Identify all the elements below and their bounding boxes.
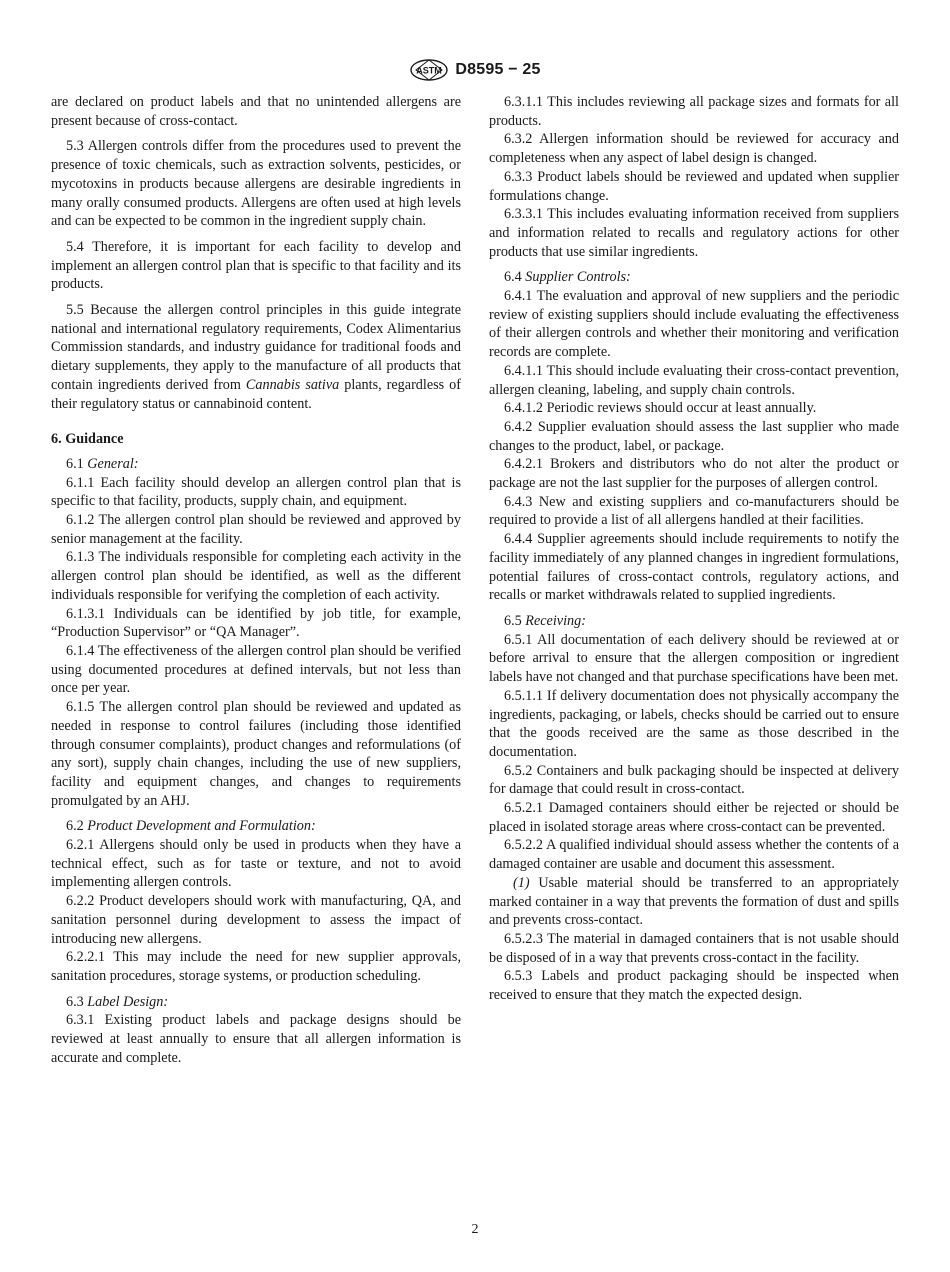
- paragraph-6-4-3: 6.4.3 New and existing suppliers and co-manufacturers should be required to provide a list of all allergens handled at their facilities.: [489, 493, 899, 529]
- paragraph-6-5-2-2: 6.5.2.2 A qualified individual should assess whether the contents of a damaged container are usable and document this assessment.: [489, 837, 899, 873]
- paragraph-5-5: [51, 301, 461, 413]
- subsection-number: 6.1: [66, 455, 88, 472]
- paragraph-6-2-1: 6.2.1 Allergens should only be used in products when they have a technical effect, such as for taste or texture, and not to avoid implementing allergen controls.: [51, 837, 461, 891]
- paragraph-6-3-2: 6.3.2 Allergen information should be reviewed for accuracy and completeness when any aspect of label design is changed.: [489, 131, 899, 167]
- subsection-title: Supplier Controls:: [525, 269, 631, 286]
- paragraph-6-4-2-1: 6.4.2.1 Brokers and distributors who do not alter the product or package are not the last supplier for the purposes of allergen control.: [489, 456, 899, 492]
- paragraph-6-3-1-1: 6.3.1.1 This includes reviewing all package sizes and formats for all products.: [489, 94, 899, 129]
- logo-text: ASTM: [416, 65, 443, 76]
- subsection-6-4: [489, 268, 899, 287]
- paragraph-6-5-2-1: 6.5.2.1 Damaged containers should either be rejected or should be placed in isolated storage areas where cross-contact can be prevented.: [489, 800, 899, 835]
- subsection-6-2: [51, 817, 461, 836]
- subsection-title: General:: [87, 455, 139, 472]
- subsection-title: Product Development and Formulation:: [87, 818, 316, 835]
- subsection-number: 6.3: [66, 993, 88, 1010]
- paragraph-6-4-2: 6.4.2 Supplier evaluation should assess the last supplier who made changes to the product, label, or package.: [489, 418, 899, 454]
- standard-designation: D8595 − 25: [455, 61, 541, 78]
- subsection-number: 6.5: [504, 612, 526, 629]
- paragraph-6-5-1: 6.5.1 All documentation of each delivery should be reviewed at or before arrival to ensure that the allergen composition or ingredient labels have not changed and that purchase specifications have been met.: [489, 631, 899, 686]
- subsection-title: Label Design:: [87, 993, 169, 1010]
- paragraph-6-5-2: 6.5.2 Containers and bulk packaging should be inspected at delivery for damage that could result in cross-contact.: [489, 762, 899, 798]
- paragraph-5-5-text-a: 5.5 Because the allergen control principles in this guide integrate national and international regulatory requirements, Codex Alimentarius Commission standards, and industry guidance for traditional foods and dietary supplements, they apply to the manufacture of all products that contain ingredients derived from: [51, 302, 461, 393]
- astm-logo-icon: [409, 58, 449, 82]
- section-heading-guidance: 6. Guidance: [51, 431, 124, 448]
- subsection-6-5: [489, 612, 899, 631]
- paragraph-6-1-5: 6.1.5 The allergen control plan should be reviewed and updated as needed in response to control failures (including those identified through consumer complaints), product changes and reformulations (of any sort), supply chain changes, including the use of new suppliers, facility and equipment changes, and changes to requirements promulgated by an AHJ.: [51, 699, 461, 809]
- paragraph-6-3-3: 6.3.3 Product labels should be reviewed and updated when supplier formulations change.: [489, 168, 899, 204]
- page-header: [0, 58, 950, 82]
- page-number: 2: [471, 1222, 479, 1237]
- species-name: Cannabis sativa: [245, 376, 340, 393]
- paragraph-6-1-3: 6.1.3 The individuals responsible for completing each activity in the allergen control plan should be identified, as well as the different individuals responsible for verifying the completion of each activity.: [51, 549, 461, 603]
- paragraph-6-3-1: 6.3.1 Existing product labels and package designs should be reviewed at least annually to ensure that all allergen information is accurate and complete.: [51, 1012, 461, 1066]
- right-column: [489, 93, 899, 1005]
- paragraph-6-1-1: 6.1.1 Each facility should develop an allergen control plan that is specific to that facility, products, supply chain, and equipment.: [51, 474, 461, 510]
- paragraph-6-1-3-1: 6.1.3.1 Individuals can be identified by job title, for example, “Production Supervisor” or “QA Manager”.: [51, 605, 461, 641]
- list-item-text: Usable material should be transferred to an appropriately marked container in a way that prevents the formation of dust and spills and prevents cross-contact.: [489, 874, 899, 929]
- paragraph-6-4-1: 6.4.1 The evaluation and approval of new suppliers and the periodic review of existing suppliers should include evaluating the effectiveness of their allergen controls and whether their monitoring and verification records are complete.: [489, 288, 899, 361]
- subsection-number: 6.2: [66, 818, 88, 835]
- subsection-6-3: [51, 993, 461, 1012]
- paragraph-6-3-3-1: 6.3.3.1 This includes evaluating information received from suppliers and information related to recalls and regulatory actions for other products that use similar ingredients.: [489, 206, 899, 260]
- paragraph-6-4-4: 6.4.4 Supplier agreements should include requirements to notify the facility immediately of any planned changes in ingredient formulations, potential failures of cross-contact controls, regulatory actions, and recalls or market withdrawals related to supplied ingredients.: [489, 531, 899, 604]
- paragraph-6-2-2-1: 6.2.2.1 This may include the need for new supplier approvals, sanitation procedures, storage systems, or production scheduling.: [51, 949, 461, 984]
- paragraph-6-5-3: 6.5.3 Labels and product packaging should be inspected when received to ensure that they match the expected design.: [489, 968, 899, 1004]
- paragraph-5-3: 5.3 Allergen controls differ from the procedures used to prevent the presence of toxic chemicals, such as extraction solvents, pesticides, or mycotoxins in products because allergens are desirable ingredients in many orally consumed products. Allergens are often used at high levels and can be expected to be common in the ingredient supply chain.: [51, 138, 461, 230]
- subsection-6-1: [51, 455, 461, 474]
- paragraph-6-4-1-1: 6.4.1.1 This should include evaluating their cross-contact prevention, allergen cleaning, labeling, and supply chain controls.: [489, 362, 899, 398]
- paragraph-5-5-text-b: plants, regardless of their regulatory status or cannabinoid content.: [51, 376, 461, 412]
- subsection-number: 6.4: [504, 269, 526, 286]
- paragraph-6-1-4: 6.1.4 The effectiveness of the allergen control plan should be verified using documented procedures at defined intervals, but not less than once per year.: [51, 642, 461, 697]
- left-column: [51, 93, 461, 1067]
- list-item-number: (1): [513, 874, 530, 891]
- paragraph-6-2-2: 6.2.2 Product developers should work with manufacturing, QA, and sanitation personnel during development to assess the impact of introducing new allergens.: [51, 893, 461, 947]
- list-item-1: [489, 874, 899, 930]
- paragraph-continuation: are declared on product labels and that no unintended allergens are present because of cross-contact.: [51, 94, 461, 129]
- paragraph-6-5-2-3: 6.5.2.3 The material in damaged containers that is not usable should be disposed of in a way that prevents cross-contact in the facility.: [489, 930, 899, 966]
- paragraph-6-1-2: 6.1.2 The allergen control plan should be reviewed and approved by senior management at the facility.: [51, 512, 461, 547]
- paragraph-5-4: 5.4 Therefore, it is important for each facility to develop and implement an allergen control plan that is specific to that facility and its products.: [51, 238, 461, 293]
- paragraph-6-4-1-2: 6.4.1.2 Periodic reviews should occur at least annually.: [504, 400, 817, 417]
- paragraph-6-5-1-1: 6.5.1.1 If delivery documentation does not physically accompany the ingredients, packaging, or labels, checks should be carried out to ensure that the goods received are the same as those described in the documentation.: [489, 687, 899, 760]
- subsection-title: Receiving:: [525, 612, 586, 629]
